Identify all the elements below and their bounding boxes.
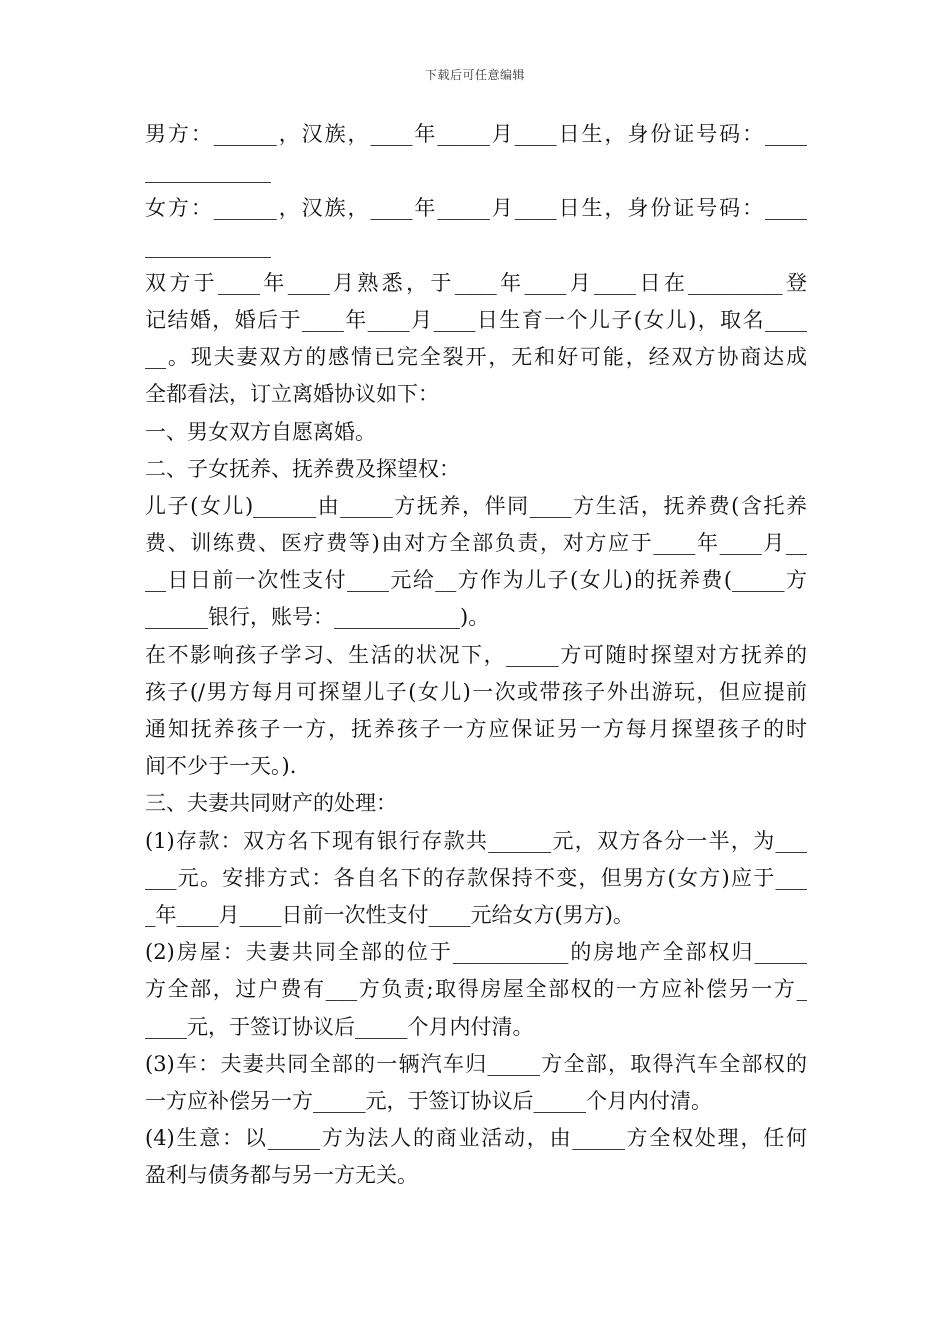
paragraph-line: (3)车：夫妻共同全部的一辆汽车归_____方全部，取得汽车全部权的 — [145, 1051, 807, 1076]
paragraph-line: __。现夫妻双方的感情已完全裂开，无和好可能，经双方协商达成 — [145, 345, 807, 370]
paragraph-line: 通知抚养孩子一方，抚养孩子一方应保证另一方每月探望孩子的时 — [145, 717, 807, 741]
paragraph-line: ______银行，账号：____________)。 — [145, 605, 490, 630]
paragraph-line: 间不少于一天。). — [145, 754, 297, 779]
document-body — [145, 116, 807, 1194]
paragraph-line: ____________ — [145, 233, 271, 258]
paragraph-line: 儿子(女儿)______由_____方抚养，伴同____方生活，抚养费(含托养 — [145, 493, 807, 518]
paragraph-line: __日日前一次性支付____元给__方作为儿子(女儿)的抚养费(_____方 — [145, 568, 807, 593]
paragraph-line: 男方：______，汉族，____年_____月____日生，身份证号码：____ — [145, 122, 807, 146]
paragraph-line: 女方：______，汉族，____年_____月____日生，身份证号码：____ — [145, 196, 807, 221]
paragraph-line: 在不影响孩子学习、生活的状况下，_____方可随时探望对方抚养的 — [145, 642, 807, 667]
paragraph-line: ____________ — [145, 159, 271, 184]
paragraph-line: 一方应补偿另一方_____元，于签订协议后_____个月内付清。 — [145, 1088, 712, 1113]
paragraph-line: _年____月____日前一次性支付____元给女方(男方)。 — [145, 902, 634, 927]
paragraph-line: (1)存款：双方名下现有银行存款共______元，双方各分一半，为___ — [145, 828, 807, 853]
section-heading: 一、男女双方自愿离婚。 — [145, 419, 376, 444]
paragraph-line: 双方于____年____月熟悉，于____年____月____日在_________登 — [145, 270, 807, 295]
paragraph-line: 全都看法，订立离婚协议如下： — [145, 382, 439, 407]
page-header: 下载后可任意编辑 — [424, 68, 525, 82]
paragraph-line: ____元，于签订协议后_____个月内付清。 — [145, 1014, 534, 1039]
paragraph-line: 费、训练费、医疗费等)由对方全部负责，对方应于____年____月__ — [145, 531, 807, 556]
paragraph-line: (4)生意：以_____方为法人的商业活动，由_____方全权处理，任何 — [145, 1126, 807, 1151]
paragraph-line: ___元。安排方式：各自名下的存款保持不变，但男方(女方)应于___ — [145, 865, 807, 890]
paragraph-line: (2)房屋：夫妻共同全部的位于___________的房地产全部权归_____ — [145, 940, 807, 965]
paragraph-line: 孩子(/男方每月可探望儿子(女儿)一次或带孩子外出游玩，但应提前 — [145, 679, 807, 704]
paragraph-line: 盈利与债务都与另一方无关。 — [145, 1163, 418, 1188]
section-heading: 二、子女抚养、抚养费及探望权： — [145, 456, 460, 481]
paragraph-line: 记结婚，婚后于____年____月____日生育一个儿子(女儿)，取名____ — [145, 307, 807, 332]
section-heading: 三、夫妻共同财产的处理： — [145, 791, 397, 816]
paragraph-line: 方全部，过户费有___方负责;取得房屋全部权的一方应补偿另一方_ — [145, 977, 807, 1002]
